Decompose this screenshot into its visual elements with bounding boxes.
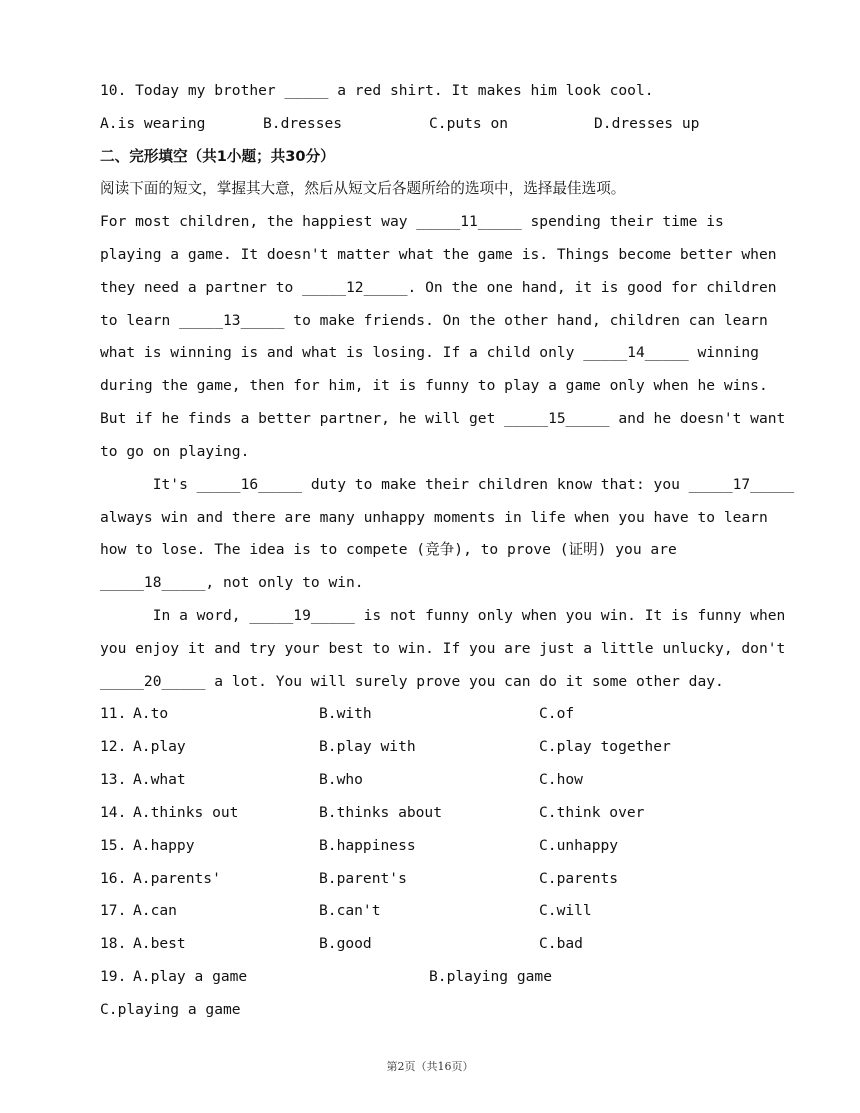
question-number: 17. <box>100 902 127 919</box>
option-b: B.happiness <box>319 837 416 854</box>
question-number: 11. <box>100 705 127 722</box>
section-heading: 二、完形填空（共1小题；共30分） <box>100 148 335 165</box>
passage-line: you enjoy it and try your best to win. If you are just a little unlucky, don't <box>100 640 786 657</box>
question-number: 14. <box>100 804 127 821</box>
question-10-option-d: D.dresses up <box>594 115 700 132</box>
option-b: B.thinks about <box>319 804 443 821</box>
option-a: A.to <box>133 705 169 722</box>
option-c: C.parents <box>539 870 619 887</box>
page-footer: 第2页（共16页） <box>386 1060 474 1073</box>
option-c: C.of <box>539 705 575 722</box>
section-instruction: 阅读下面的短文，掌握其大意，然后从短文后各题所给的选项中，选择最佳选项。 <box>100 180 626 197</box>
option-c: C.unhappy <box>539 837 619 854</box>
option-c: C.think over <box>539 804 645 821</box>
passage-line: _____18_____, not only to win. <box>100 574 364 591</box>
passage-line: what is winning is and what is losing. If a child only _____14_____ winning <box>100 344 759 361</box>
question-10-option-a: A.is wearing <box>100 115 206 132</box>
option-a: A.play a game <box>133 968 248 985</box>
option-b: B.parent's <box>319 870 407 887</box>
passage-line: they need a partner to _____12_____. On the one hand, it is good for children <box>100 279 777 296</box>
passage-line: how to lose. The idea is to compete (竞争), to prove (证明) you are <box>100 541 677 558</box>
question-number: 18. <box>100 935 127 952</box>
option-c: C.will <box>539 902 592 919</box>
option-a: A.what <box>133 771 186 788</box>
option-c: C.play together <box>539 738 671 755</box>
passage-line: always win and there are many unhappy moments in life when you have to learn <box>100 509 768 526</box>
passage-line: But if he finds a better partner, he will get _____15_____ and he doesn't want <box>100 410 786 427</box>
passage-line: It's _____16_____ duty to make their children know that: you _____17_____ <box>100 476 795 493</box>
question-number: 19. <box>100 968 127 985</box>
passage-line: _____20_____ a lot. You will surely prove you can do it some other day. <box>100 673 724 690</box>
option-b: B.with <box>319 705 372 722</box>
option-b: B.playing game <box>429 968 553 985</box>
question-number: 16. <box>100 870 127 887</box>
passage-line: In a word, _____19_____ is not funny only when you win. It is funny when <box>100 607 786 624</box>
question-10-option-b: B.dresses <box>263 115 343 132</box>
option-b: B.can't <box>319 902 381 919</box>
question-number: 12. <box>100 738 127 755</box>
passage-line: to learn _____13_____ to make friends. On the other hand, children can learn <box>100 312 768 329</box>
option-c: C.bad <box>539 935 583 952</box>
question-number: 15. <box>100 837 127 854</box>
option-c: C.how <box>539 771 583 788</box>
option-b: B.good <box>319 935 372 952</box>
option-c: C.playing a game <box>100 1001 241 1018</box>
passage-line: For most children, the happiest way _____11_____ spending their time is <box>100 213 724 230</box>
passage-line: playing a game. It doesn't matter what the game is. Things become better when <box>100 246 777 263</box>
option-a: A.best <box>133 935 186 952</box>
option-a: A.parents' <box>133 870 221 887</box>
question-number: 13. <box>100 771 127 788</box>
passage-line: to go on playing. <box>100 443 250 460</box>
question-10-option-c: C.puts on <box>429 115 509 132</box>
option-a: A.play <box>133 738 186 755</box>
option-a: A.can <box>133 902 177 919</box>
option-a: A.thinks out <box>133 804 239 821</box>
passage-line: during the game, then for him, it is funny to play a game only when he wins. <box>100 377 768 394</box>
question-10-stem: 10. Today my brother _____ a red shirt. It makes him look cool. <box>100 82 654 99</box>
option-a: A.happy <box>133 837 195 854</box>
option-b: B.who <box>319 771 363 788</box>
option-b: B.play with <box>319 738 416 755</box>
